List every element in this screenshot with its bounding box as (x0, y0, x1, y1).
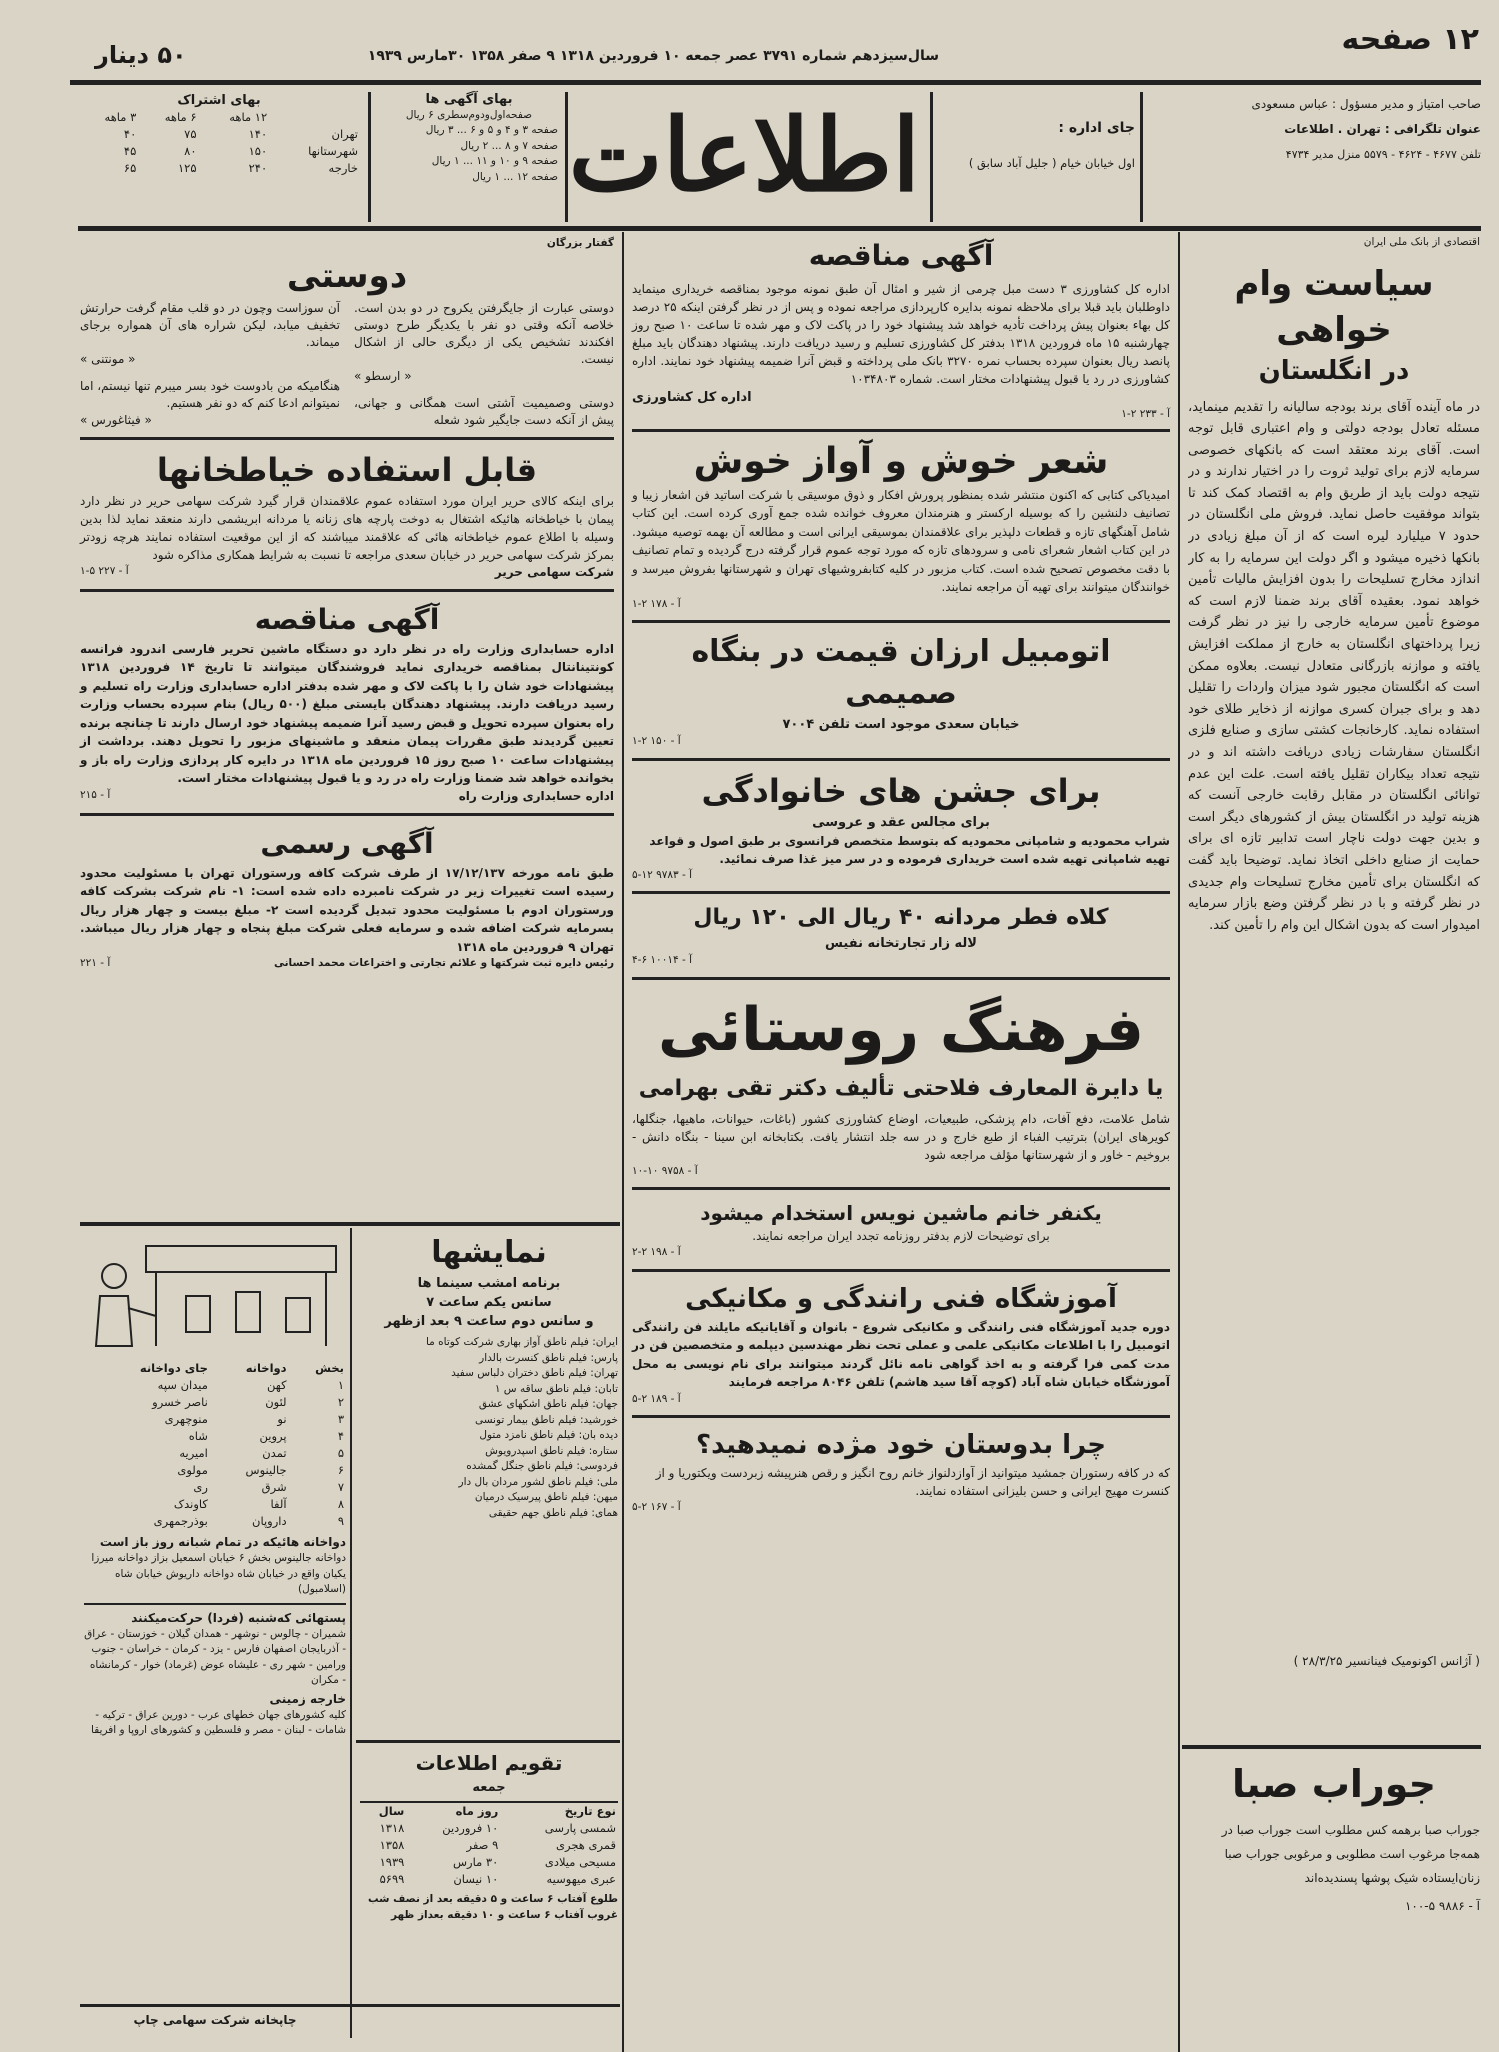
rule (80, 1222, 620, 1226)
table-header: سال (378, 1804, 405, 1818)
school-body: دوره جدید آموزشگاه فنی رانندگی و مکانیکی شروع - بانوان و آقایانیکه مایلند فن رانندگی اتومبیل را با اطلاعات مکانیکی علمی و عملی تحت نظر مهندسین دیپلمه و متخصصین فن در مدت کمی فرا گرفته و به اخذ گواهی نامه نائل گردند میتوانند برای نام نویسی به محل آموزشگاه خیابان شاه آباد (کوچه آقا سید هاشم) تلفن ۸۰۴۶ مراجعه فرمایند (632, 1319, 1170, 1389)
right-column (1188, 235, 1480, 1670)
table-cell: داروپان (252, 1514, 287, 1528)
table-row (84, 1479, 346, 1496)
rule (632, 429, 1170, 432)
page-number: ۱۲ صفحه (1341, 22, 1479, 57)
ad-price-row: صفحه ۳ و ۴ و ۵ و ۶ ... ۳ ریال (425, 124, 558, 136)
feast-sub: برای مجالس عقد و عروسی (812, 814, 990, 830)
table-cell: ۵۶۹۹ (379, 1872, 405, 1886)
pharmacy-panel (84, 1360, 346, 1739)
silk-sign: شرکت سهامی حریر (494, 564, 614, 579)
table-row (84, 1428, 346, 1445)
table-row (360, 1820, 618, 1837)
calendar-day: جمعه (472, 1780, 506, 1795)
shows-sub: سانس یکم ساعت ۷ (426, 1295, 552, 1310)
silk-body: برای اینکه کالای حریر ایران مورد استفاده عموم علاقمندان قرار گیرد شرکت سهامی حریر در نظر دارد پیمان با خیاطخانه هائیکه اشتغال به دوخت پارچه های زنانه یا مردانه ابریشمی دارند منعقد نماید لذا بدین وسیله با اطلاع عموم خیاطخانه هائی که علاقمند میباشند که از این موقعیت استفاده نمایند هرچه زودتر بمرکز شرکت سهامی حریر در خیابان سعدی مراجعه تا نسبت به شرایط همکاری مذاکره شود (80, 493, 614, 562)
table-row (84, 1394, 346, 1411)
column-rule-right (1178, 232, 1180, 2052)
book-body: شامل علامت، دفع آفات، دام پزشکی، طبیعیات، اوضاع کشاورزی کشور (باغات، حیوانات، ماهیها، جنگلها، کویرهای ایران) بترتیب الفباء از طبع خارج و در سه جلد انتشار یافت. بکتابخانه ابن سینا - بنگاه دانش - بروخیم - خاور و از شهرستانها مؤلف مراجعه شود (632, 1111, 1170, 1162)
night-pharmacy-body: دواخانه جالینوس بخش ۶ خیابان اسمعیل بزاز دواخانه میرزا یکیان واقع در خیابان شاه دواخانه داریوش خیابان شاه (اسلامبول) (91, 1552, 346, 1595)
table-cell: ۳۰ مارس (452, 1855, 499, 1869)
table-cell: ۱۵۰ (248, 144, 268, 158)
auto-sub: خیابان سعدی موجود است تلفن ۷۰۰۴ (782, 717, 1020, 732)
table-cell: پروین (259, 1429, 287, 1443)
kicker: اقتصادی از بانک ملی ایران (1363, 236, 1480, 248)
tender2-title: آگهی مناقصه (254, 602, 440, 636)
table-cell: ۱۹۳۹ (379, 1855, 405, 1869)
table-row (84, 1462, 346, 1479)
pharmacy-illustration (86, 1236, 344, 1356)
post-foreign-title: خارجه زمینی (269, 1691, 346, 1706)
table-cell: نو (277, 1412, 287, 1426)
table-cell: تهران (331, 127, 358, 141)
quote-text: آن سوزاست وچون در دو قلب مقام گرفت حرارتش تخفیف میابد، لیکن شراره های آن همواره برجای میماند. (80, 300, 340, 349)
hat-sub: لاله زار تجارتخانه نفیس (825, 936, 977, 951)
table-row (84, 1377, 346, 1394)
cinema-item: دیده بان: فیلم ناطق نامزد متول (479, 1429, 618, 1441)
price: ۵۰ دینار (95, 41, 187, 69)
official-code: آ - ۲۲۱ (80, 957, 111, 969)
subhead: در انگلستان (1258, 355, 1410, 386)
rule (80, 813, 614, 816)
table-row (360, 1854, 618, 1871)
rule (632, 1269, 1170, 1272)
table-header: ۱۲ ماهه (229, 110, 268, 124)
table-cell: کاوندک (173, 1497, 208, 1511)
printer-line: چاپخانه شرکت سهامی چاپ (133, 2013, 297, 2027)
good-title: چرا بدوستان خود مژده نمیدهید؟ (695, 1430, 1107, 1460)
rule (84, 1603, 346, 1605)
table-header: جای دواخانه (139, 1361, 208, 1375)
table-cell: شمسی پارسی (544, 1821, 616, 1835)
quote-sign: « مونتنی » (80, 351, 136, 366)
rule (80, 2004, 620, 2007)
headline: سیاست وام خواهی (1234, 263, 1434, 350)
post-body: شمیران - چالوس - نوشهر - همدان گیلان - خوزستان - عراق - آذربایجان اصفهان فارس - یزد - کرمان - خراسان - جنوب ورامین - شهر ری - علیشاه عوض (غرماد) خوار - کرمانشاه - مکران (84, 1627, 346, 1686)
ad-price-row: صفحه ۷ و ۸ ... ۲ ریال (460, 139, 558, 152)
table-header: روز ماه (455, 1804, 499, 1818)
cinema-item: جهان: فیلم ناطق اشکهای عشق (478, 1398, 618, 1410)
tender2-code: آ - ۲۱۵ (80, 788, 111, 801)
ad-socks (1188, 1760, 1480, 1915)
silk-code: آ - ۲۲۷ ۵-۱ (80, 564, 129, 577)
table-cell: بوذرجمهری (153, 1514, 208, 1528)
masthead-right (1146, 96, 1481, 163)
tender1-code: آ - ۲۳۳ ۲-۱ (1121, 408, 1170, 420)
typist-code: آ - ۱۹۸ ۲-۲ (632, 1246, 681, 1258)
tender2-body: اداره حسابداری وزارت راه در نظر دارد دو دستگاه ماشین تحریر فارسی اندرود فرانسه کونتینانتال بمناقصه خریداری نماید فروشندگان میتوانند تا تاریخ ۱۴ فروردین ۱۳۱۸ پیشنهادات خود شان را با پاکت لاک و مهر شده بدفتر اداره حسابداری وزارت راه تسلیم و رسید دریافت دارند. پیشنهاد دهندگان بایستی مبلغ (۵۰۰ ریال) بنام سپرده بحساب وزارت راه بعنوان سپرده تحویل و قبض رسید آنرا ضمیمه پیشنهاد خود ارسال دارند تا چنانچه برنده تعیین گردیدند طبق مقررات پیمان منعقد و ماشینهای مزبور را تحویل دهند. برداشت از پیشنهادات ساعت ۱۰ صبح روز ۱۵ فروردین ماه ۱۳۱۸ در دایره کار پردازی وزارت راه باز و بخوانده خواهد شد ضمنا وزارت راه در رد و یا قبول پیشنهادات مختار است. (80, 641, 614, 785)
post-title: پستهائی که‌شنبه (فردا) حرکت‌میکنند (131, 1610, 346, 1625)
feast-title: برای جشن های خانوادگی (701, 771, 1101, 810)
table-row (84, 1411, 346, 1428)
table-row (360, 1802, 618, 1820)
ad-body: جوراب صبا برهمه کس مطلوب است جوراب صبا در همه‌جا مرغوب است مطلوبی و مرغوبی جوراب صبا زنان‌ایستاده شیک پوشها پسندیده‌اند (1221, 1823, 1480, 1885)
book-title: فرهنگ روستائی (657, 994, 1145, 1065)
table-row (84, 1445, 346, 1462)
ad-price-row: صفحه ۹ و ۱۰ و ۱۱ ... ۱ ریال (431, 155, 558, 167)
cinema-item: ایران: فیلم ناطق آواز بهاری شرکت کوتاه ما (425, 1336, 618, 1348)
table-row (360, 1837, 618, 1854)
feast-body: شراب محمودیه و شامپانی محمودیه که بتوسط متخصص فرانسوی بر طبق اصول و قواعد تهیه شامپانی تهیه شده است خریداری فرموده و در سر میز غذا صرف نمائید. (649, 833, 1170, 866)
kicker: گفتار بزرگان (546, 237, 614, 249)
table-cell: ۲۴۰ (248, 161, 268, 175)
official-body: طبق نامه مورخه ۱۷/۱۲/۱۳۷ از طرف شرکت کافه ورستوران تهران با مسئولیت محدود رسیده است تغییرات زیر در شرکت نامبرده داده شده است: ۱- نام شرکت بشرکت کافه ورستوران ادوم با مسئولیت محدود تبدیل گردیده است ۲- مبلغ بیست و چهار هزار ریال بسرمایه شرکت اضافه شده و سرمایه فعلی شرکت مبلغ پنجاه و چهار هزار ریال میباشد. تهران ۹ فروردین ماه ۱۳۱۸ (80, 865, 614, 954)
phone-line: تلفن ۴۶۷۷ - ۴۶۲۴ - ۵۵۷۹ منزل مدیر ۴۷۳۴ (1285, 148, 1481, 161)
table-cell: ۲ (337, 1395, 344, 1409)
table-cell: ۴۵ (123, 144, 137, 158)
feast-code: آ - ۹۷۸۳ ۱۲-۵ (632, 868, 693, 881)
music-title: شعر خوش و آواز خوش (693, 440, 1109, 482)
ad-code: آ - ۹۸۸۶ ۵-۱۰۰ (1404, 1899, 1480, 1913)
table-cell: ۱۰ نیسان (453, 1872, 499, 1886)
cinema-item: فردوسی: فیلم ناطق جنگل گمشده (466, 1460, 618, 1472)
table-cell: ۱۳۱۸ (379, 1821, 405, 1835)
official-title: آگهی رسمی (260, 826, 434, 860)
table-cell: مسیحی میلادی (544, 1855, 616, 1869)
friend-col-left (80, 300, 340, 429)
cinema-item: تابان: فیلم ناطق ساقه س ۱ (494, 1382, 618, 1395)
silk-footer (80, 564, 614, 581)
table-header: ۶ ماهه (164, 110, 197, 124)
issue-line: سال‌سیزدهم شماره ۳۷۹۱ عصر جمعه ۱۰ فروردین ۱۳۱۸ ۹ صفر ۱۳۵۸ ۳۰مارس ۱۹۳۹ (367, 48, 939, 64)
ad-price-box (380, 92, 558, 185)
lower-left-rule (350, 1228, 352, 2038)
friend-columns (80, 300, 614, 429)
table-row (360, 1871, 618, 1888)
rule (356, 1740, 620, 1743)
music-code: آ - ۱۷۸ ۲-۱ (632, 597, 681, 610)
owner-line: صاحب امتیاز و مدیر مسؤول : عباس مسعودی (1251, 97, 1481, 111)
good-body: که در کافه رستوران جمشید میتوانید از آوازدلنواز خانم روح انگیز و رقص هنرپیشه زبردست ویکتوریا و از کنسرت مهیج ایرانی و حسن بلیزانی استفاده نمایند. (655, 1466, 1170, 1498)
table-cell: تمدن (262, 1446, 287, 1460)
left-column-top (80, 236, 614, 972)
table-header: بخش (315, 1361, 344, 1375)
night-pharmacy-title: دواخانه هائیکه در تمام شبانه روز باز است (99, 1535, 346, 1549)
table-cell: کهن (267, 1378, 287, 1392)
shows-sub: برنامه امشب سینما ها (417, 1276, 561, 1291)
rule (632, 758, 1170, 761)
cinema-item: ستاره: فیلم ناطق اسپدرویوش (485, 1444, 618, 1457)
table-cell: آلفا (270, 1497, 287, 1511)
table-cell: میدان سپه (157, 1378, 208, 1392)
table-row (78, 109, 360, 126)
table-cell: ۸۰ (184, 144, 197, 158)
table-cell: ۳ (337, 1412, 344, 1426)
table-cell: ۶ (337, 1463, 344, 1477)
rule (632, 1415, 1170, 1418)
table-cell: ۱۴۰ (248, 127, 268, 141)
school-code: آ - ۱۸۹ ۲-۵ (632, 1392, 681, 1405)
silk-title: قابل استفاده خیاطخانها (156, 450, 538, 489)
rule (632, 891, 1170, 894)
article-source: ( آژانس اکونومیک فینانسیر ۲۸/۳/۲۵ ) (1293, 1653, 1480, 1668)
tender1-body: اداره کل کشاورزی ۳ دست مبل چرمی از شیر و امثال آن طبق نمونه موجود بمناقصه خریداری مینماید داوطلبان باید قبلا برای ملاحظه نمونه بدایره کارپردازی مراجعه نموده و پس از در نظر گرفتن اینکه ۲۵ درصد کل بهاء بعنوان پیش پرداخت تأدیه خواهد شد پیشنهاد خود را در پاکت لاک و مهر شده تا ساعت ۱۰ صبح روز چهارشنبه ۱۵ ماه فروردین ۱۳۱۸ بدفتر کل کشاورزی تسلیم و رسید دریافت دارند. پیشنهاد دهندگان باید مبلغ پانصد ریال بعنوان سپرده بحساب نمره ۳۲۷۰ بانک ملی پرداخته و قبض آنرا ضمیمه پیشنهاد خود نمایند. اداره کشاورزی در رد یا قبول پیشنهادات مختار است. شماره ۱۰۳۴۸۰۳ (632, 282, 1171, 386)
sunrise: طلوع آفتاب ۶ ساعت و ۵ دقیقه بعد از نصف شب (368, 1893, 618, 1905)
table-row (84, 1360, 346, 1377)
cinema-item: تهران: فیلم ناطق دختران دلباس سفید (451, 1367, 618, 1379)
table-cell: ۴ (337, 1429, 344, 1443)
cinema-item: همای: فیلم ناطق جهم حقیقی (488, 1506, 618, 1519)
tender2-footer (80, 788, 614, 805)
table-cell: ۷ (337, 1480, 344, 1494)
column-rule-left (622, 232, 624, 2052)
tender1-title: آگهی مناقصه (808, 239, 994, 272)
calendar-panel (360, 1748, 618, 1923)
official-sign: رئیس دایره ثبت شرکتها و علائم تجارتی و اختراعات محمد احسانی (273, 957, 614, 969)
typist-body: برای توضیحات لازم بدفتر روزنامه تجدد ایران مراجعه نمایند. (752, 1229, 1050, 1243)
telegraph-line: عنوان تلگرافی : تهران . اطلاعات (1284, 122, 1481, 136)
rule (1182, 1745, 1481, 1749)
cinema-item: ملی: فیلم ناطق لشور مردان بال دار (458, 1475, 618, 1488)
table-cell: ۱ (337, 1378, 344, 1392)
table-cell: عبری میهوسیه (546, 1872, 616, 1886)
office-box (940, 120, 1135, 172)
table-cell: ناصر خسرو (152, 1395, 208, 1409)
mast-divider-1 (1140, 92, 1143, 222)
table-cell: ۱۲۵ (177, 161, 197, 175)
hat-title: کلاه فطر مردانه ۴۰ ریال الی ۱۲۰ ریال (693, 905, 1109, 930)
quote-text: هنگامیکه من بادوست خود بسر میبرم تنها نیستم، اما نمیتوانم ادعا کنم که دو نفر هستیم. (80, 378, 340, 410)
mast-divider-4 (368, 92, 371, 222)
rule (632, 977, 1170, 980)
office-label: جای اداره : (1058, 120, 1135, 136)
pharmacy-table (84, 1360, 346, 1530)
ad-price-title: بهای آگهی ها (425, 92, 513, 107)
tender2-sign: اداره حسابداری وزارت راه (458, 788, 614, 803)
table-cell: ۷۵ (184, 127, 197, 141)
pharmacy-icon (86, 1236, 344, 1356)
quote-sign: « فیثاغورس » (80, 412, 152, 427)
mast-divider-2 (930, 92, 933, 222)
table-row (78, 126, 360, 143)
rule (80, 589, 614, 592)
tender1-sign: اداره کل کشاورزی (632, 390, 752, 405)
calendar-title: تقویم اطلاعات (415, 1751, 563, 1775)
article-body: در ماه آینده آقای برند بودجه سالیانه را تقدیم مینماید، مسئله تعادل بودجه دولتی و وام اعتباری قابل توجه است. آقای برند معتقد است که بانکهای خصوصی سرمایه لازم برای تولید ثروت را در اختیار ندارند و در نتیجه دولت باید از طریق وام به اقتصاد کمک کند تا بتواند موفقیت حاصل نماید. فروش ملی انگلستان در حدود ۷ میلیارد لیره است که از آن مبلغ زیادی در بانکها ذخیره میشود و اگر دولت این سرمایه را به کار اندازد مخارج تسلیحات را بدون افزایش مالیات تأمین خواهد نمود. بعقیده آقای برند ضمنا لازم است که موضوع تأمین سرمایه خارجی را نیز در نظر گرفت زیرا پرداختهای انگلستان به خارج از مملکت افزایش یافته و موازنه بازرگانی متعادل نیست. بعلاوه ممکن است که انگلستان مجبور شود میزان واردات را تقلیل دهد و برای جبران کسری موازنه از ذخایر طلای خود استفاده نماید. کارخانجات کشتی سازی و صنایع فلزی انگلستان سفارشات زیادی دریافت داشته اند و در نتیجه تعداد بیکاران تقلیل یافته است. علت این عدم توانائی انگلستان در مقابل رقابت خارجی آنست که هزینه تولید در انگلستان بیش از کشورهای دیگر است و بدین جهت دولت ناچار است تدابیر تازه ای برای حمایت از صنایع داخلی اتخاذ نماید. توضیحا باید گفت که انگلستان برای تأمین مخارج تسلیحات وام جدیدی در نظر گرفته و با در نظر گرفتن وضع بازار سرمایه امیدوار است که بدون اشکال این وام را تأمین کند. (1188, 399, 1480, 933)
typist-title: یکنفر خانم ماشین نویس استخدام میشود (700, 1201, 1102, 1225)
shows-title: نمایشها (431, 1235, 547, 1270)
rule (632, 620, 1170, 623)
shows-sub: و سانس دوم ساعت ۹ بعد ازظهر (384, 1314, 594, 1329)
friend-title: دوستی (286, 255, 408, 296)
auto-code: آ - ۱۵۰ ۲-۱ (632, 735, 681, 747)
table-cell: ۹ صفر (466, 1838, 499, 1852)
table-cell: مولوی (177, 1463, 208, 1477)
book-sub: یا دایرة المعارف فلاحتی تألیف دکتر تقی بهرامی (638, 1075, 1164, 1101)
rule (80, 437, 614, 440)
table-row (84, 1496, 346, 1513)
sunset: غروب آفتاب ۶ ساعت و ۱۰ دقیقه بعداز ظهر (390, 1908, 618, 1921)
post-foreign-body: کلیه کشورهای جهان خطهای عرب - دورین عراق - ترکیه - شامات - لبنان - مصر و فلسطین و کشورهای اروپا و افریقا (91, 1708, 346, 1736)
hat-code: آ - ۱۰۰۱۴ ۶-۴ (632, 954, 693, 966)
cinema-item: پارس: فیلم ناطق کنسرت بالدار (479, 1351, 618, 1364)
ad-price-row: صفحه ۱۲ ... ۱ ریال (472, 170, 558, 183)
office-address: اول خیابان خیام ( جلیل آباد سابق ) (968, 156, 1135, 170)
table-cell: لئون (265, 1395, 287, 1409)
school-title: آموزشگاه فنی رانندگی و مکانیکی (685, 1283, 1117, 1314)
table-cell: شاه (188, 1429, 208, 1443)
table-cell: ۱۳۵۸ (379, 1838, 405, 1852)
music-body: امیدیاکی کتابی که اکنون منتشر شده بمنظور پرورش افکار و ذوق موسیقی با شرکت اساتید فن اشعار زیبا و تصانیف دلنشین را که بوسیله ارکستر و هنرمندان معروف خوانده شده جمع آوری کرده است. این کتاب شامل آهنگهای تازه و قطعات دلپذیر برای علاقمندان بموسیقی ایرانی است و مطالعه آن بهمه توصیه میشود. در این کتاب اشعار شعرای نامی و سرودهای تازه که مورد توجه عموم قرار گرفته درج گردیده و تمام تصانیف با دقت مخصوص تصحیح شده است. کتاب مزبور در کلیه کتابفروشیهای تهران و شهرستانها بفروش میرسد و خوانندگان میتوانند برای تهیه آن مراجعه نمایند. (632, 487, 1170, 594)
shows-panel (360, 1232, 618, 1521)
subscription-box (78, 92, 360, 177)
rule (632, 1187, 1170, 1190)
book-code: آ - ۹۷۵۸ ۱۰-۱۰ (632, 1164, 698, 1177)
mast-divider-3 (565, 92, 568, 222)
masthead-title: اطلاعات (568, 96, 920, 214)
table-cell: امیریه (179, 1446, 208, 1460)
quote-sign: « ارسطو » (354, 368, 412, 383)
table-header: ۳ ماهه (104, 110, 137, 124)
table-cell: ۵ (337, 1446, 344, 1460)
table-cell: ۱۰ فروردین (442, 1821, 499, 1835)
subscription-title: بهای اشتراک (177, 93, 261, 108)
table-cell: ۹ (337, 1514, 344, 1528)
table-row (84, 1513, 346, 1530)
table-cell: جالینوس (245, 1463, 287, 1477)
table-cell: ۸ (337, 1497, 344, 1511)
auto-title: اتومبیل ارزان قیمت در بنگاه صمیمی (691, 634, 1111, 711)
friend-col-right (354, 300, 614, 429)
top-rule (70, 80, 1481, 85)
table-cell: ری (193, 1480, 208, 1494)
table-cell: قمری هجری (556, 1838, 616, 1852)
table-cell: ۴۰ (123, 127, 137, 141)
cinema-item: خورشید: فیلم ناطق بیمار تونسی (474, 1413, 618, 1426)
masthead-rule (78, 226, 1481, 231)
cinema-item: میهن: فیلم ناطق پیرسیک درمیان (474, 1491, 618, 1503)
ad-title: جوراب صبا (1231, 1762, 1437, 1806)
official-footer (80, 956, 614, 972)
table-cell: خارجه (328, 161, 358, 175)
table-cell: شرق (261, 1480, 287, 1494)
table-row (78, 143, 360, 160)
good-code: آ - ۱۶۷ ۲-۵ (632, 1501, 681, 1513)
table-header (269, 109, 360, 126)
quote-text: دوستی عبارت از جایگرفتن یکروح در دو بدن است. خلاصه آنکه وقتی دو نفر با یکدیگر طرح دوستی افکندند تشخیص یکی از دیگری حالی از اشکال نیست. (354, 300, 614, 366)
subscription-table (78, 109, 360, 177)
table-header: نوع تاریخ (564, 1804, 616, 1818)
table-cell: شهرستانها (308, 144, 358, 158)
table-header: دواخانه (245, 1361, 287, 1375)
table-cell: منوچهری (164, 1412, 208, 1426)
ad-price-sub: صفحه‌اول‌ودوم‌سطری ۶ ریال (405, 108, 533, 121)
calendar-table (360, 1801, 618, 1888)
middle-column (632, 236, 1170, 1516)
table-row (78, 160, 360, 177)
table-cell: ۶۵ (123, 161, 137, 175)
quote-text: دوستی وصمیمیت آشتی است همگانی و جهانی، پیش از آنکه دست جایگیر شود شعله (354, 395, 614, 427)
